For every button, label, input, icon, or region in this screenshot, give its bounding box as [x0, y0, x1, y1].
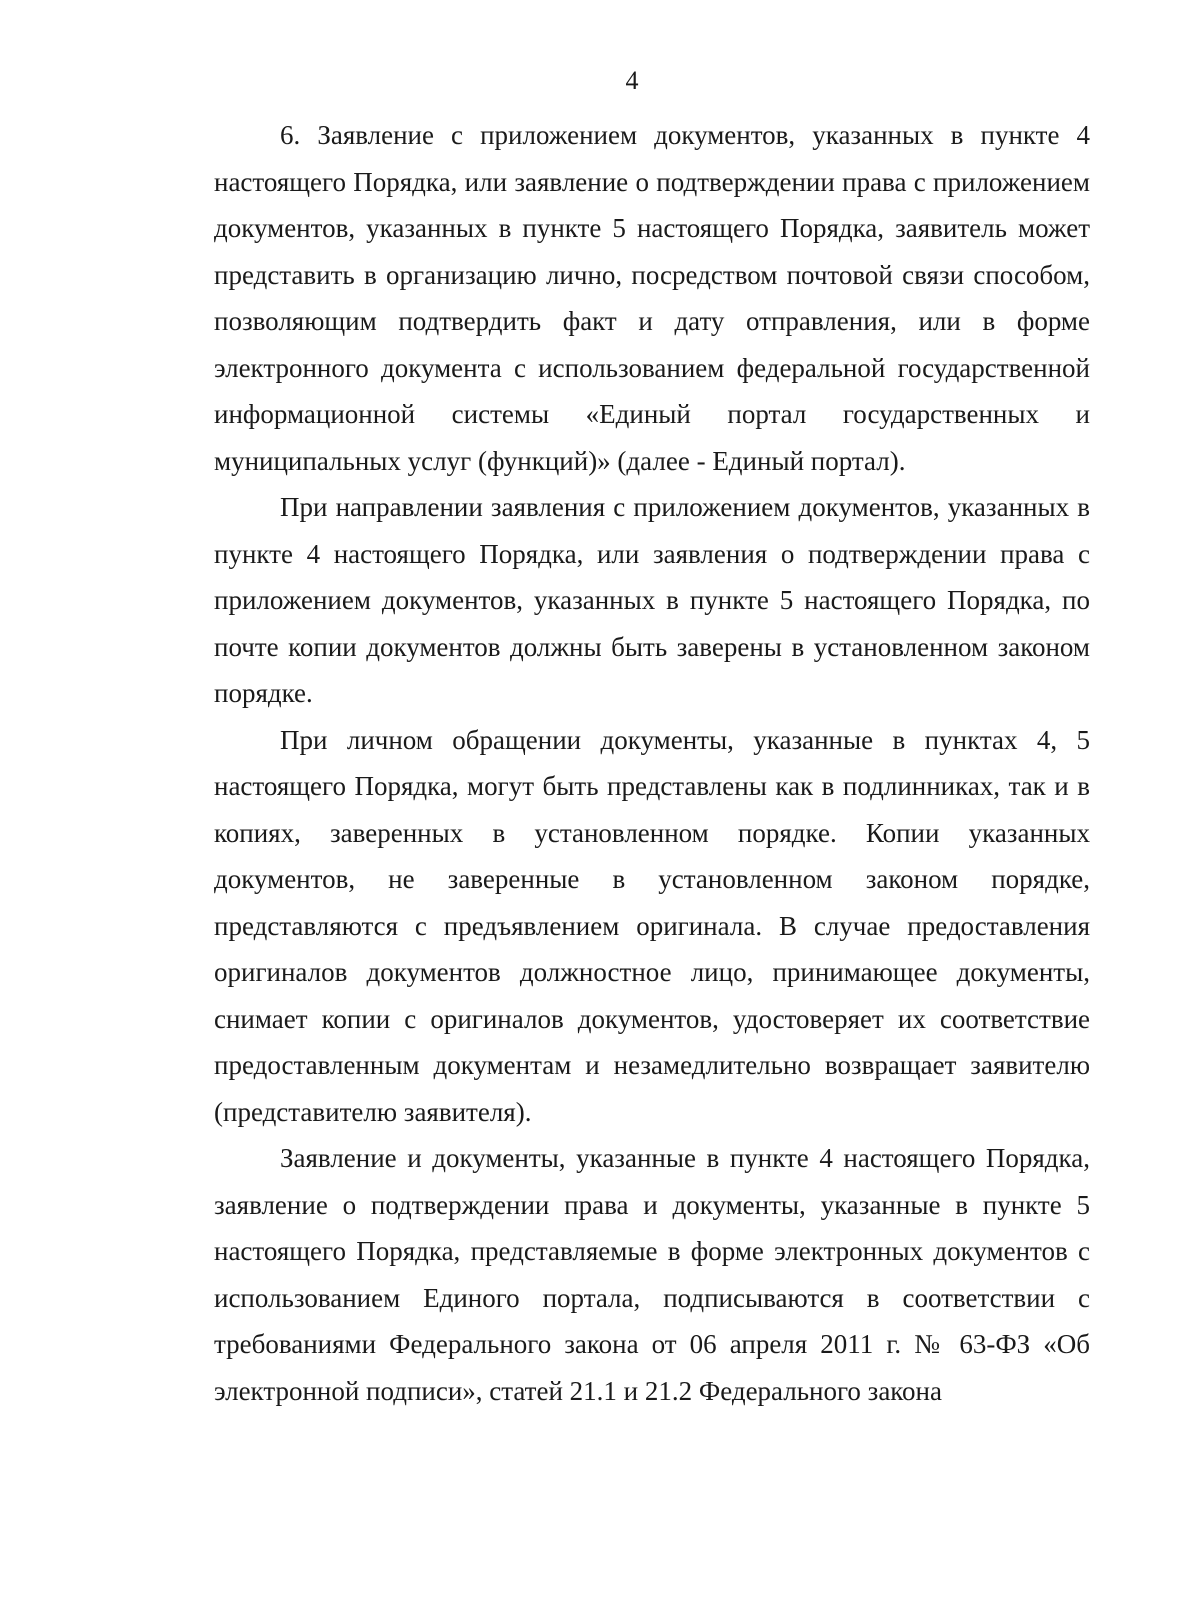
page-number: 4 — [625, 66, 639, 95]
paragraph-postal-copies: При направлении заявления с приложением документов, указанных в пункте 4 настоящего Порядка, или заявления о подтверждении права с приложением документов, указанных в пункте 5 настоящего Порядка, по почте копии документов должны быть заверены в установленном законом порядке. — [214, 492, 1090, 708]
paragraph-personal-visit: При личном обращении документы, указанные в пунктах 4, 5 настоящего Порядка, могут быть представлены как в подлинниках, так и в копиях, заверенных в установленном порядке. Копии указанных документов, не заверенные в установленном законом порядке, представляются с предъявлением оригинала. В случае предоставления оригиналов документов должностное лицо, принимающее документы, снимает копии с оригиналов документов, удостоверяет их соответствие предоставленным документам и незамедлительно возвращает заявителю (представителю заявителя). — [214, 724, 1090, 1127]
document-body — [214, 112, 1090, 1414]
paragraph-electronic-signature: Заявление и документы, указанные в пункте 4 настоящего Порядка, заявление о подтверждении права и документы, указанные в пункте 5 настоящего Порядка, представляемые в форме электронных документов с использованием Единого портала, подписываются в соответствии с требованиями Федерального закона от 06 апреля 2011 г. № 63-ФЗ «Об электронной подписи», статей 21.1 и 21.2 Федерального закона — [214, 1143, 1090, 1406]
paragraph-6-submission-methods: 6. Заявление с приложением документов, указанных в пункте 4 настоящего Порядка, или заявление о подтверждении права с приложением документов, указанных в пункте 5 настоящего Порядка, заявитель может представить в организацию лично, посредством почтовой связи способом, позволяющим подтвердить факт и дату отправления, или в форме электронного документа с использованием федеральной государственной информационной системы «Единый портал государственных и муниципальных услуг (функций)» (далее - Единый портал). — [214, 120, 1090, 476]
